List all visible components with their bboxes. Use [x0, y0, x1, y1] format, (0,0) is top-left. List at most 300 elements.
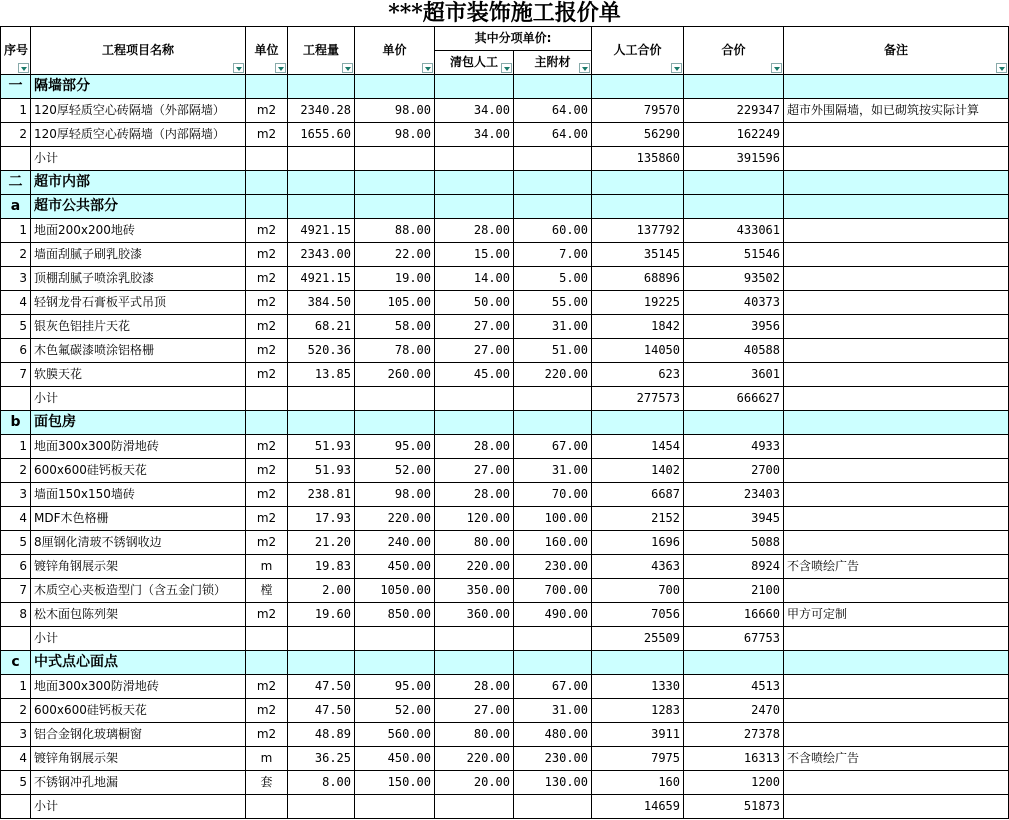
cell-name[interactable]: 木质空心夹板造型门（含五金门锁） [31, 579, 246, 603]
header-unit[interactable]: 单位 [246, 27, 288, 75]
cell-material[interactable] [514, 651, 592, 675]
cell-material[interactable]: 31.00 [514, 699, 592, 723]
cell-material[interactable]: 220.00 [514, 363, 592, 387]
cell-qty[interactable]: 19.83 [288, 555, 355, 579]
cell-labor-total[interactable]: 1402 [592, 459, 684, 483]
filter-dropdown-icon[interactable] [671, 63, 682, 73]
cell-unit[interactable]: m2 [246, 507, 288, 531]
cell-unit[interactable]: m2 [246, 723, 288, 747]
cell-name[interactable]: 软膜天花 [31, 363, 246, 387]
cell-labor-total[interactable]: 160 [592, 771, 684, 795]
cell-price[interactable]: 95.00 [355, 435, 435, 459]
cell-material[interactable]: 55.00 [514, 291, 592, 315]
cell-total[interactable]: 3945 [684, 507, 784, 531]
cell-qty[interactable]: 21.20 [288, 531, 355, 555]
cell-note[interactable] [784, 723, 1009, 747]
cell-labor-total[interactable] [592, 651, 684, 675]
cell-total[interactable]: 162249 [684, 123, 784, 147]
cell-unit[interactable] [246, 387, 288, 411]
cell-note[interactable] [784, 315, 1009, 339]
cell-labor[interactable]: 27.00 [435, 459, 514, 483]
cell-price[interactable]: 105.00 [355, 291, 435, 315]
cell-note[interactable] [784, 243, 1009, 267]
cell-seq[interactable]: 2 [1, 459, 31, 483]
cell-unit[interactable]: m2 [246, 699, 288, 723]
cell-labor[interactable]: 80.00 [435, 723, 514, 747]
header-total[interactable]: 合价 [684, 27, 784, 75]
cell-seq[interactable]: 2 [1, 243, 31, 267]
cell-labor[interactable]: 220.00 [435, 555, 514, 579]
cell-labor-total[interactable]: 623 [592, 363, 684, 387]
cell-name[interactable]: 木色氟碳漆喷涂铝格栅 [31, 339, 246, 363]
cell-total[interactable]: 16313 [684, 747, 784, 771]
cell-seq[interactable]: 4 [1, 507, 31, 531]
cell-note[interactable] [784, 675, 1009, 699]
cell-unit[interactable]: m2 [246, 483, 288, 507]
cell-price[interactable]: 78.00 [355, 339, 435, 363]
cell-material[interactable] [514, 795, 592, 819]
cell-unit[interactable] [246, 411, 288, 435]
cell-note[interactable] [784, 699, 1009, 723]
header-labor-total[interactable]: 人工合价 [592, 27, 684, 75]
cell-unit[interactable] [246, 195, 288, 219]
cell-note[interactable] [784, 195, 1009, 219]
cell-total[interactable] [684, 651, 784, 675]
cell-qty[interactable]: 384.50 [288, 291, 355, 315]
cell-labor[interactable]: 350.00 [435, 579, 514, 603]
cell-seq[interactable]: 5 [1, 531, 31, 555]
cell-price[interactable]: 450.00 [355, 747, 435, 771]
cell-qty[interactable]: 1655.60 [288, 123, 355, 147]
cell-material[interactable] [514, 195, 592, 219]
cell-note[interactable] [784, 507, 1009, 531]
cell-material[interactable]: 130.00 [514, 771, 592, 795]
cell-total[interactable] [684, 411, 784, 435]
cell-note[interactable]: 甲方可定制 [784, 603, 1009, 627]
cell-unit[interactable] [246, 627, 288, 651]
cell-labor[interactable] [435, 75, 514, 99]
cell-unit[interactable]: m2 [246, 243, 288, 267]
section-seq[interactable]: 一 [1, 75, 31, 99]
cell-name[interactable]: 银灰色铝挂片天花 [31, 315, 246, 339]
cell-labor[interactable]: 15.00 [435, 243, 514, 267]
cell-note[interactable] [784, 627, 1009, 651]
section-title[interactable]: 面包房 [31, 411, 246, 435]
cell-price[interactable]: 98.00 [355, 123, 435, 147]
cell-name[interactable]: 铝合金钢化玻璃橱窗 [31, 723, 246, 747]
cell-total[interactable]: 93502 [684, 267, 784, 291]
cell-labor-total[interactable]: 700 [592, 579, 684, 603]
cell-qty[interactable]: 68.21 [288, 315, 355, 339]
cell-qty[interactable] [288, 627, 355, 651]
cell-labor[interactable]: 27.00 [435, 339, 514, 363]
section-seq[interactable]: c [1, 651, 31, 675]
cell-total[interactable]: 40588 [684, 339, 784, 363]
cell-note[interactable] [784, 219, 1009, 243]
cell-seq[interactable]: 5 [1, 315, 31, 339]
cell-labor[interactable] [435, 795, 514, 819]
cell-unit[interactable]: 套 [246, 771, 288, 795]
cell-unit[interactable]: m2 [246, 267, 288, 291]
cell-price[interactable] [355, 195, 435, 219]
cell-unit[interactable]: m2 [246, 123, 288, 147]
cell-labor-total[interactable]: 35145 [592, 243, 684, 267]
cell-total[interactable] [684, 75, 784, 99]
cell-seq[interactable] [1, 627, 31, 651]
cell-unit[interactable]: m2 [246, 675, 288, 699]
cell-note[interactable] [784, 123, 1009, 147]
section-title[interactable]: 隔墙部分 [31, 75, 246, 99]
cell-qty[interactable]: 47.50 [288, 699, 355, 723]
cell-seq[interactable]: 8 [1, 603, 31, 627]
cell-labor-total[interactable] [592, 195, 684, 219]
cell-total[interactable]: 2700 [684, 459, 784, 483]
cell-total[interactable]: 27378 [684, 723, 784, 747]
cell-total[interactable]: 391596 [684, 147, 784, 171]
cell-qty[interactable]: 2343.00 [288, 243, 355, 267]
cell-seq[interactable]: 5 [1, 771, 31, 795]
cell-price[interactable]: 240.00 [355, 531, 435, 555]
cell-note[interactable]: 不含喷绘广告 [784, 747, 1009, 771]
header-name[interactable]: 工程项目名称 [31, 27, 246, 75]
cell-qty[interactable]: 36.25 [288, 747, 355, 771]
cell-total[interactable]: 67753 [684, 627, 784, 651]
cell-labor[interactable] [435, 651, 514, 675]
cell-unit[interactable]: m2 [246, 459, 288, 483]
cell-total[interactable]: 666627 [684, 387, 784, 411]
cell-material[interactable]: 700.00 [514, 579, 592, 603]
cell-unit[interactable]: m2 [246, 99, 288, 123]
cell-material[interactable] [514, 75, 592, 99]
cell-labor-total[interactable]: 2152 [592, 507, 684, 531]
cell-seq[interactable] [1, 147, 31, 171]
cell-total[interactable] [684, 195, 784, 219]
cell-labor[interactable]: 220.00 [435, 747, 514, 771]
cell-price[interactable]: 19.00 [355, 267, 435, 291]
cell-material[interactable]: 230.00 [514, 747, 592, 771]
cell-qty[interactable]: 4921.15 [288, 219, 355, 243]
cell-qty[interactable]: 51.93 [288, 435, 355, 459]
cell-price[interactable] [355, 171, 435, 195]
cell-total[interactable]: 40373 [684, 291, 784, 315]
cell-price[interactable]: 98.00 [355, 483, 435, 507]
cell-labor-total[interactable]: 4363 [592, 555, 684, 579]
cell-unit[interactable]: m2 [246, 219, 288, 243]
section-seq[interactable]: 二 [1, 171, 31, 195]
cell-note[interactable] [784, 171, 1009, 195]
cell-name[interactable]: 8厘钢化清玻不锈钢收边 [31, 531, 246, 555]
cell-total[interactable] [684, 171, 784, 195]
cell-total[interactable]: 433061 [684, 219, 784, 243]
cell-price[interactable] [355, 75, 435, 99]
cell-qty[interactable]: 8.00 [288, 771, 355, 795]
cell-seq[interactable]: 4 [1, 747, 31, 771]
cell-labor[interactable]: 360.00 [435, 603, 514, 627]
cell-seq[interactable]: 6 [1, 339, 31, 363]
cell-labor[interactable]: 27.00 [435, 315, 514, 339]
cell-labor-total[interactable]: 1842 [592, 315, 684, 339]
header-material[interactable]: 主附材 [514, 51, 592, 75]
cell-total[interactable]: 229347 [684, 99, 784, 123]
cell-labor[interactable] [435, 411, 514, 435]
cell-price[interactable]: 850.00 [355, 603, 435, 627]
cell-unit[interactable]: m [246, 555, 288, 579]
section-title[interactable]: 超市公共部分 [31, 195, 246, 219]
cell-qty[interactable]: 17.93 [288, 507, 355, 531]
cell-labor-total[interactable]: 56290 [592, 123, 684, 147]
cell-material[interactable]: 64.00 [514, 123, 592, 147]
cell-seq[interactable]: 4 [1, 291, 31, 315]
cell-labor-total[interactable]: 79570 [592, 99, 684, 123]
cell-unit[interactable]: m2 [246, 363, 288, 387]
cell-qty[interactable] [288, 171, 355, 195]
cell-total[interactable]: 2100 [684, 579, 784, 603]
cell-labor[interactable]: 120.00 [435, 507, 514, 531]
cell-qty[interactable]: 2340.28 [288, 99, 355, 123]
cell-note[interactable] [784, 267, 1009, 291]
cell-unit[interactable]: m2 [246, 291, 288, 315]
cell-total[interactable]: 1200 [684, 771, 784, 795]
cell-seq[interactable] [1, 387, 31, 411]
cell-seq[interactable]: 1 [1, 99, 31, 123]
cell-labor[interactable]: 50.00 [435, 291, 514, 315]
cell-material[interactable]: 51.00 [514, 339, 592, 363]
cell-seq[interactable] [1, 795, 31, 819]
filter-dropdown-icon[interactable] [579, 63, 590, 73]
cell-unit[interactable]: m2 [246, 339, 288, 363]
cell-total[interactable]: 2470 [684, 699, 784, 723]
cell-price[interactable] [355, 147, 435, 171]
cell-note[interactable] [784, 651, 1009, 675]
cell-labor[interactable]: 27.00 [435, 699, 514, 723]
cell-labor[interactable]: 34.00 [435, 99, 514, 123]
cell-note[interactable] [784, 483, 1009, 507]
cell-price[interactable]: 98.00 [355, 99, 435, 123]
cell-seq[interactable]: 7 [1, 363, 31, 387]
cell-seq[interactable]: 6 [1, 555, 31, 579]
cell-labor-total[interactable] [592, 171, 684, 195]
cell-unit[interactable]: m2 [246, 315, 288, 339]
cell-qty[interactable]: 48.89 [288, 723, 355, 747]
cell-qty[interactable] [288, 195, 355, 219]
cell-seq[interactable]: 3 [1, 267, 31, 291]
cell-total[interactable]: 16660 [684, 603, 784, 627]
section-seq[interactable]: b [1, 411, 31, 435]
cell-labor[interactable]: 14.00 [435, 267, 514, 291]
cell-name[interactable]: 600x600硅钙板天花 [31, 699, 246, 723]
cell-name[interactable]: 地面200x200地砖 [31, 219, 246, 243]
cell-seq[interactable]: 3 [1, 723, 31, 747]
cell-labor-total[interactable]: 1330 [592, 675, 684, 699]
cell-price[interactable]: 150.00 [355, 771, 435, 795]
cell-material[interactable]: 7.00 [514, 243, 592, 267]
cell-unit[interactable]: m2 [246, 603, 288, 627]
cell-total[interactable]: 5088 [684, 531, 784, 555]
cell-labor[interactable]: 28.00 [435, 675, 514, 699]
filter-dropdown-icon[interactable] [233, 63, 244, 73]
cell-note[interactable] [784, 435, 1009, 459]
cell-price[interactable] [355, 627, 435, 651]
cell-name[interactable]: 地面300x300防滑地砖 [31, 675, 246, 699]
cell-labor-total[interactable] [592, 411, 684, 435]
cell-name[interactable]: 600x600硅钙板天花 [31, 459, 246, 483]
cell-material[interactable] [514, 387, 592, 411]
cell-seq[interactable]: 2 [1, 699, 31, 723]
cell-unit[interactable] [246, 171, 288, 195]
cell-material[interactable]: 490.00 [514, 603, 592, 627]
cell-material[interactable]: 60.00 [514, 219, 592, 243]
cell-price[interactable]: 22.00 [355, 243, 435, 267]
cell-qty[interactable]: 19.60 [288, 603, 355, 627]
cell-material[interactable]: 31.00 [514, 315, 592, 339]
filter-dropdown-icon[interactable] [996, 63, 1007, 73]
header-qty[interactable]: 工程量 [288, 27, 355, 75]
cell-labor[interactable]: 80.00 [435, 531, 514, 555]
cell-unit[interactable]: 樘 [246, 579, 288, 603]
cell-labor[interactable] [435, 147, 514, 171]
cell-name[interactable]: 地面300x300防滑地砖 [31, 435, 246, 459]
cell-material[interactable]: 480.00 [514, 723, 592, 747]
cell-material[interactable] [514, 171, 592, 195]
cell-material[interactable]: 31.00 [514, 459, 592, 483]
cell-seq[interactable]: 1 [1, 219, 31, 243]
cell-labor-total[interactable]: 135860 [592, 147, 684, 171]
cell-qty[interactable] [288, 651, 355, 675]
cell-labor-total[interactable]: 277573 [592, 387, 684, 411]
filter-dropdown-icon[interactable] [422, 63, 433, 73]
cell-material[interactable]: 160.00 [514, 531, 592, 555]
cell-price[interactable]: 220.00 [355, 507, 435, 531]
cell-unit[interactable]: m [246, 747, 288, 771]
cell-labor[interactable]: 28.00 [435, 435, 514, 459]
cell-name[interactable]: 轻钢龙骨石膏板平式吊顶 [31, 291, 246, 315]
cell-labor[interactable] [435, 171, 514, 195]
cell-note[interactable] [784, 411, 1009, 435]
cell-note[interactable] [784, 339, 1009, 363]
cell-unit[interactable] [246, 795, 288, 819]
cell-price[interactable] [355, 795, 435, 819]
header-note[interactable]: 备注 [784, 27, 1009, 75]
cell-name[interactable]: 120厚轻质空心砖隔墙（内部隔墙） [31, 123, 246, 147]
cell-labor-total[interactable]: 14659 [592, 795, 684, 819]
cell-qty[interactable] [288, 411, 355, 435]
cell-unit[interactable] [246, 651, 288, 675]
cell-total[interactable]: 3956 [684, 315, 784, 339]
cell-note[interactable] [784, 795, 1009, 819]
cell-note[interactable] [784, 459, 1009, 483]
cell-labor-total[interactable]: 14050 [592, 339, 684, 363]
cell-qty[interactable] [288, 387, 355, 411]
cell-labor-total[interactable]: 1696 [592, 531, 684, 555]
cell-labor-total[interactable]: 3911 [592, 723, 684, 747]
cell-price[interactable] [355, 387, 435, 411]
cell-labor[interactable]: 34.00 [435, 123, 514, 147]
cell-price[interactable]: 95.00 [355, 675, 435, 699]
cell-material[interactable]: 100.00 [514, 507, 592, 531]
filter-dropdown-icon[interactable] [275, 63, 286, 73]
cell-total[interactable]: 23403 [684, 483, 784, 507]
cell-note[interactable] [784, 387, 1009, 411]
cell-price[interactable]: 52.00 [355, 699, 435, 723]
cell-note[interactable]: 超市外围隔墙，如已砌筑按实际计算 [784, 99, 1009, 123]
cell-price[interactable]: 260.00 [355, 363, 435, 387]
cell-note[interactable] [784, 75, 1009, 99]
cell-note[interactable] [784, 771, 1009, 795]
cell-labor-total[interactable]: 137792 [592, 219, 684, 243]
cell-note[interactable] [784, 147, 1009, 171]
cell-labor[interactable]: 28.00 [435, 219, 514, 243]
cell-labor-total[interactable]: 25509 [592, 627, 684, 651]
filter-dropdown-icon[interactable] [501, 63, 512, 73]
cell-note[interactable]: 不含喷绘广告 [784, 555, 1009, 579]
header-labor[interactable]: 清包人工 [435, 51, 514, 75]
cell-total[interactable]: 51873 [684, 795, 784, 819]
subtotal-label[interactable]: 小计 [31, 627, 246, 651]
cell-note[interactable] [784, 291, 1009, 315]
cell-unit[interactable] [246, 147, 288, 171]
cell-qty[interactable]: 520.36 [288, 339, 355, 363]
filter-dropdown-icon[interactable] [771, 63, 782, 73]
cell-name[interactable]: 顶棚刮腻子喷涂乳胶漆 [31, 267, 246, 291]
section-title[interactable]: 中式点心面点 [31, 651, 246, 675]
cell-material[interactable]: 67.00 [514, 435, 592, 459]
cell-seq[interactable]: 7 [1, 579, 31, 603]
cell-unit[interactable] [246, 75, 288, 99]
filter-dropdown-icon[interactable] [342, 63, 353, 73]
cell-seq[interactable]: 1 [1, 435, 31, 459]
subtotal-label[interactable]: 小计 [31, 387, 246, 411]
cell-note[interactable] [784, 579, 1009, 603]
cell-price[interactable]: 450.00 [355, 555, 435, 579]
section-title[interactable]: 超市内部 [31, 171, 246, 195]
cell-material[interactable]: 5.00 [514, 267, 592, 291]
cell-material[interactable] [514, 411, 592, 435]
header-price[interactable]: 单价 [355, 27, 435, 75]
cell-labor-total[interactable]: 7975 [592, 747, 684, 771]
cell-qty[interactable] [288, 147, 355, 171]
cell-labor-total[interactable]: 68896 [592, 267, 684, 291]
cell-price[interactable]: 1050.00 [355, 579, 435, 603]
cell-seq[interactable]: 3 [1, 483, 31, 507]
cell-labor[interactable] [435, 195, 514, 219]
cell-total[interactable]: 4933 [684, 435, 784, 459]
cell-price[interactable]: 58.00 [355, 315, 435, 339]
cell-labor[interactable] [435, 627, 514, 651]
cell-name[interactable]: 松木面包陈列架 [31, 603, 246, 627]
cell-name[interactable]: 镀锌角钢展示架 [31, 747, 246, 771]
cell-labor-total[interactable]: 7056 [592, 603, 684, 627]
cell-labor[interactable]: 20.00 [435, 771, 514, 795]
cell-seq[interactable]: 1 [1, 675, 31, 699]
filter-dropdown-icon[interactable] [18, 63, 29, 73]
cell-material[interactable]: 64.00 [514, 99, 592, 123]
cell-labor[interactable]: 45.00 [435, 363, 514, 387]
subtotal-label[interactable]: 小计 [31, 795, 246, 819]
header-seq[interactable]: 序号 [1, 27, 31, 75]
subtotal-label[interactable]: 小计 [31, 147, 246, 171]
cell-name[interactable]: 120厚轻质空心砖隔墙（外部隔墙） [31, 99, 246, 123]
cell-labor-total[interactable]: 1454 [592, 435, 684, 459]
cell-price[interactable]: 88.00 [355, 219, 435, 243]
cell-labor-total[interactable]: 19225 [592, 291, 684, 315]
cell-unit[interactable]: m2 [246, 531, 288, 555]
cell-material[interactable]: 67.00 [514, 675, 592, 699]
cell-qty[interactable] [288, 795, 355, 819]
cell-total[interactable]: 8924 [684, 555, 784, 579]
cell-seq[interactable]: 2 [1, 123, 31, 147]
cell-qty[interactable]: 238.81 [288, 483, 355, 507]
cell-qty[interactable]: 13.85 [288, 363, 355, 387]
